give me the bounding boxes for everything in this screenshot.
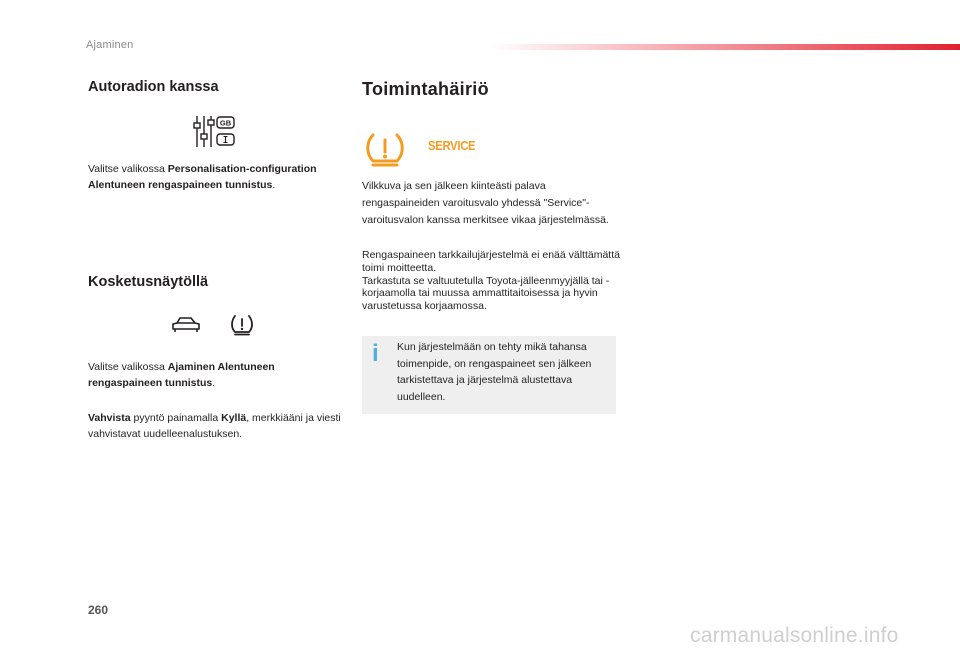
- heading-malfunction: Toimintahäiriö: [362, 79, 489, 99]
- car-icon: [170, 314, 202, 336]
- autoradio-instructions: Valitse valikossa Personalisation-configuration Alentuneen rengaspaineen tunnistus.: [88, 163, 317, 191]
- tire-pressure-icon: [229, 312, 255, 338]
- touchscreen-confirm-instructions: Vahvista pyyntö painamalla Kyllä, merkkiääni ja viesti vahvistavat uudelleenalustuksen.: [88, 412, 341, 440]
- heading-touchscreen: Kosketusnäytöllä: [88, 274, 209, 290]
- section-title: Ajaminen: [86, 39, 134, 51]
- page-number: 260: [88, 603, 109, 617]
- touchscreen-select-instructions: Valitse valikossa Ajaminen Alentuneen rengaspaineen tunnistus.: [88, 361, 275, 389]
- watermark: carmanualsonline.info: [690, 624, 899, 647]
- malfunction-description: Vilkkuva ja sen jälkeen kiinteästi palava rengaspaineiden varoitusvalo yhdessä "Service"-varoitusvalon kanssa merkitsee vikaa järjestelmässä.: [362, 180, 609, 226]
- monitoring-advice: Rengaspaineen tarkkailujärjestelmä ei enää välttämättä toimi moitteetta. Tarkastuta se valtuutetulla Toyota-jälleenmyyjällä tai -korjaamolla tai muussa ammattitaitoisessa ja hyvin varustetussa korjaamossa.: [362, 249, 620, 313]
- heading-autoradio: Autoradion kanssa: [88, 79, 219, 95]
- settings-sliders-gb-icon: [193, 114, 237, 150]
- tire-pressure-warning-icon: [364, 132, 406, 168]
- svg-text:GB: GB: [219, 118, 232, 128]
- info-icon: i: [372, 340, 379, 367]
- header-accent-bar: [490, 44, 960, 50]
- info-text: Kun järjestelmään on tehty mikä tahansa toimenpide, on rengaspaineet sen jälkeen tarkistettava ja järjestelmä alustettava uudelleen.: [397, 341, 592, 403]
- service-warning-label: SERVICE: [428, 139, 476, 153]
